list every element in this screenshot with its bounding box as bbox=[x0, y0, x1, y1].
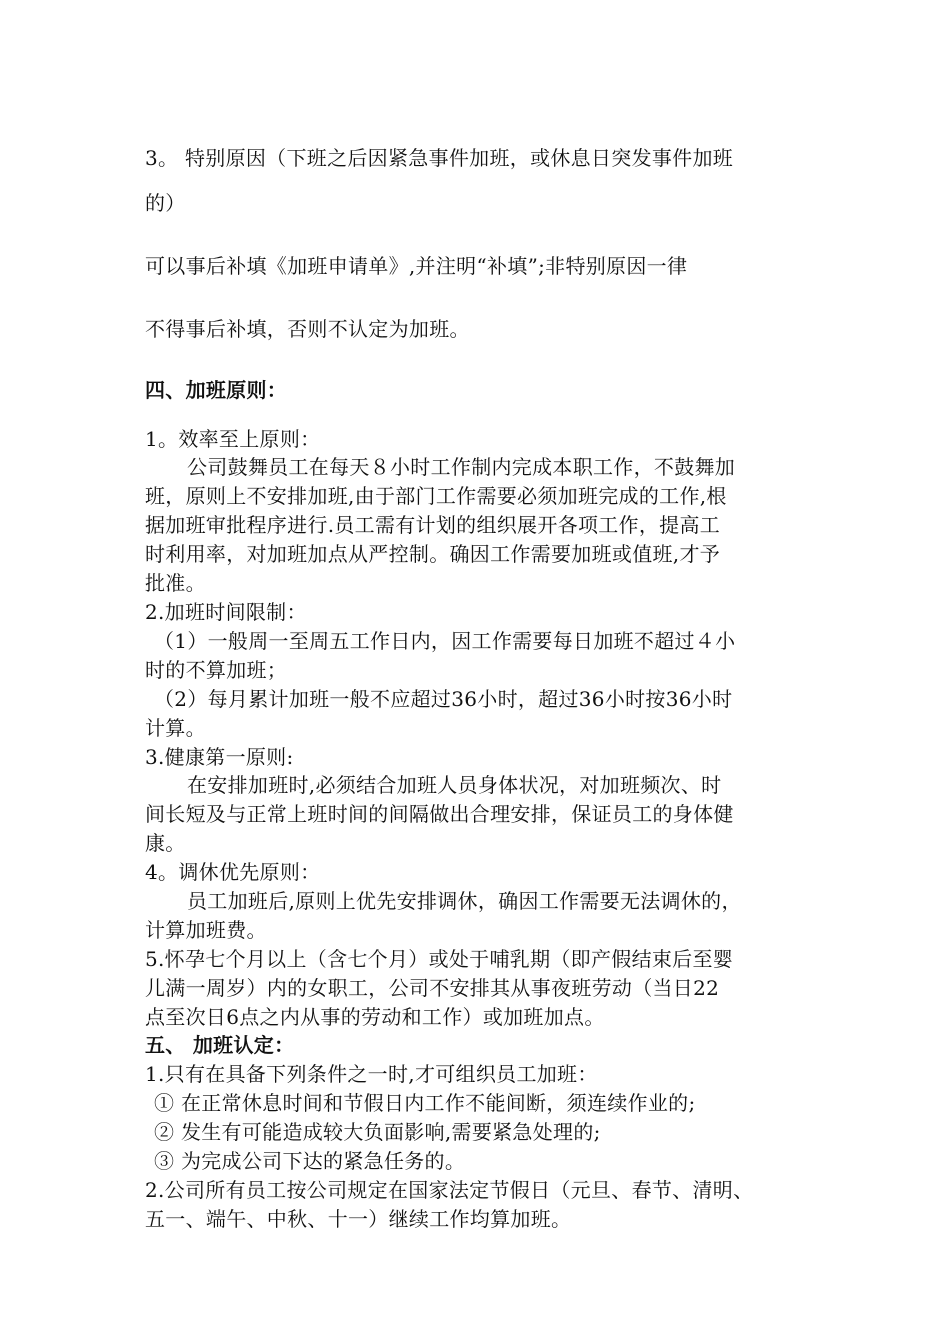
text-line: 可以事后补填《加班申请单》,并注明“补填”;非特别原因一律 bbox=[145, 254, 688, 278]
text-line: 据加班审批程序进行.员工需有计划的组织展开各项工作，提高工 bbox=[145, 513, 721, 537]
text-line: 3.健康第一原则: bbox=[145, 745, 294, 769]
text-line: 间长短及与正常上班时间的间隔做出合理安排，保证员工的身体健 bbox=[145, 802, 734, 826]
text-line: 计算加班费。 bbox=[145, 918, 267, 942]
text-line: 5.怀孕七个月以上（含七个月）或处于哺乳期（即产假结束后至婴 bbox=[145, 947, 734, 971]
text-line: 五一、端午、中秋、十一）继续工作均算加班。 bbox=[145, 1207, 572, 1231]
text-line: 2.公司所有员工按公司规定在国家法定节假日（元旦、春节、清明、 bbox=[145, 1178, 754, 1202]
text-line: 时的不算加班； bbox=[145, 658, 288, 682]
section-heading: 四、加班原则： bbox=[145, 378, 288, 402]
list-item: ① 在正常休息时间和节假日内工作不能间断，须连续作业的; bbox=[154, 1091, 696, 1115]
text-line: 计算。 bbox=[145, 716, 206, 740]
text-line: 的） bbox=[145, 191, 186, 215]
text-line: 儿满一周岁）内的女职工，公司不安排其从事夜班劳动（当日22 bbox=[145, 976, 720, 1000]
text-line: 员工加班后,原则上优先安排调休，确因工作需要无法调休的， bbox=[187, 889, 742, 913]
text-line: 1.只有在具备下列条件之一时,才可组织员工加班： bbox=[145, 1062, 598, 1086]
text-line: 点至次日6点之内从事的劳动和工作）或加班加点。 bbox=[145, 1005, 605, 1029]
list-item: ③ 为完成公司下达的紧急任务的。 bbox=[154, 1149, 466, 1173]
text-line: 公司鼓舞员工在每天８小时工作制内完成本职工作，不鼓舞加 bbox=[187, 455, 736, 479]
text-line: （1）一般周一至周五工作日内，因工作需要每日加班不超过４小 bbox=[154, 629, 736, 653]
text-line: （2）每月累计加班一般不应超过36小时，超过36小时按36小时 bbox=[154, 687, 733, 711]
text-line: 时利用率，对加班加点从严控制。确因工作需要加班或值班,才予 bbox=[145, 542, 721, 566]
text-line: 不得事后补填，否则不认定为加班。 bbox=[145, 317, 470, 341]
text-line: 2.加班时间限制： bbox=[145, 600, 307, 624]
text-line: 康。 bbox=[145, 831, 186, 855]
section-heading: 五、 加班认定： bbox=[145, 1033, 295, 1057]
text-line: 班，原则上不安排加班,由于部门工作需要必须加班完成的工作,根 bbox=[145, 484, 727, 508]
text-line: 在安排加班时,必须结合加班人员身体状况，对加班频次、时 bbox=[187, 773, 722, 797]
text-line: 4。调休优先原则： bbox=[145, 860, 321, 884]
text-line: 批准。 bbox=[145, 571, 206, 595]
text-line: 1。效率至上原则： bbox=[145, 427, 321, 451]
list-item: ② 发生有可能造成较大负面影响,需要紧急处理的; bbox=[154, 1120, 601, 1144]
text-line: 3。 特别原因（下班之后因紧急事件加班，或休息日突发事件加班 bbox=[145, 146, 734, 170]
